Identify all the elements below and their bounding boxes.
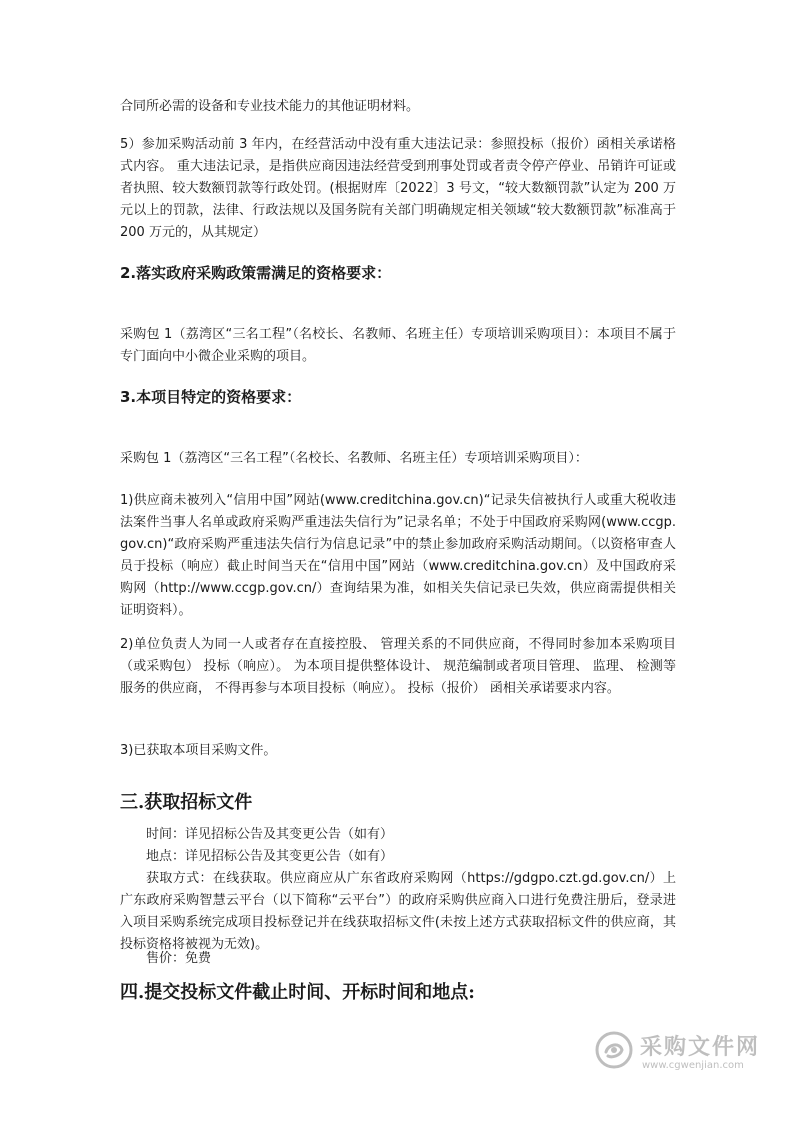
obtain-place-line: 地点：详见招标公告及其变更公告（如有）	[146, 849, 394, 864]
para-no-violation-record: 5）参加采购活动前 3 年内，在经营活动中没有重大违法记录：参照投标（报价）函相关承诺格式内容。 重大违法记录，是指供应商因违法经营受到刑事处罚或者责令停产停业、吊销许可证或者执照、较大数额罚款等行政处罚。(根据财库〔2022〕3 号文，“较大数额罚款”认定为 200 万元以上的罚款，法律、行政法规以及国务院有关部门明确规定相关领域“较大数额罚款”标准高于 200 万元的，从其规定）	[120, 137, 676, 240]
heading-specific-requirements: 3.本项目特定的资格要求：	[120, 388, 302, 406]
para-package-title: 采购包 1（荔湾区“三名工程”（名校长、名教师、名班主任）专项培训采购项目）：	[120, 451, 588, 466]
section-title-submission-deadline: 四.提交投标文件截止时间、开标时间和地点:	[120, 982, 475, 1003]
obtain-time-line: 时间：详见招标公告及其变更公告（如有）	[146, 827, 394, 842]
para-policy-requirement: 采购包 1（荔湾区“三名工程”（名校长、名教师、名班主任）专项培训采购项目）：本项目不属于专门面向中小微企业采购的项目。	[120, 327, 676, 364]
para-requirement-3: 3)已获取本项目采购文件。	[120, 743, 277, 758]
obtain-method-para: 获取方式：在线获取。供应商应从广东省政府采购网（https://gdgpo.czt.gd.gov.cn/）上广东政府采购智慧云平台（以下简称“云平台”）的政府采购供应商入口进行免费注册后，登录进入项目采购系统完成项目投标登记并在线获取招标文件(未按上述方式获取招标文件的供应商，其投标资格将被视为无效)。	[120, 871, 676, 952]
para-requirement-1: 1)供应商未被列入“信用中国”网站(www.creditchina.gov.cn)“记录失信被执行人或重大税收违法案件当事人名单或政府采购严重违法失信行为”记录名单；不处于中国政府采购网(www.ccgp.gov.cn)“政府采购严重违法失信行为信息记录”中的禁止参加政府采购活动期间。（以资格审查人员于投标（响应）截止时间当天在“信用中国”网站（www.creditchina.gov.cn）及中国政府采购网（http://www.ccgp.gov.cn/）查询结果为准，如相关失信记录已失效，供应商需提供相关证明资料）。	[120, 493, 676, 618]
section-title-obtain-documents: 三.获取招标文件	[120, 792, 253, 813]
cgwenjian-logo-icon	[594, 1030, 634, 1070]
watermark-url: www.cgwenjian.com	[642, 1060, 744, 1071]
watermark-title: 采购文件网	[640, 1035, 761, 1060]
para-continuation: 合同所必需的设备和专业技术能力的其他证明材料。	[120, 99, 420, 114]
para-requirement-2: 2)单位负责人为同一人或者存在直接控股、 管理关系的不同供应商，不得同时参加本采购项目（或采购包） 投标（响应）。 为本项目提供整体设计、 规范编制或者项目管理、 监理、 检测等服务的供应商， 不得再参与本项目投标（响应）。 投标（报价） 函相关承诺要求内容。	[120, 637, 676, 696]
price-line: 售价：免费	[146, 951, 212, 966]
heading-policy-requirements: 2.落实政府采购政策需满足的资格要求：	[120, 264, 392, 282]
watermark	[594, 1022, 774, 1092]
